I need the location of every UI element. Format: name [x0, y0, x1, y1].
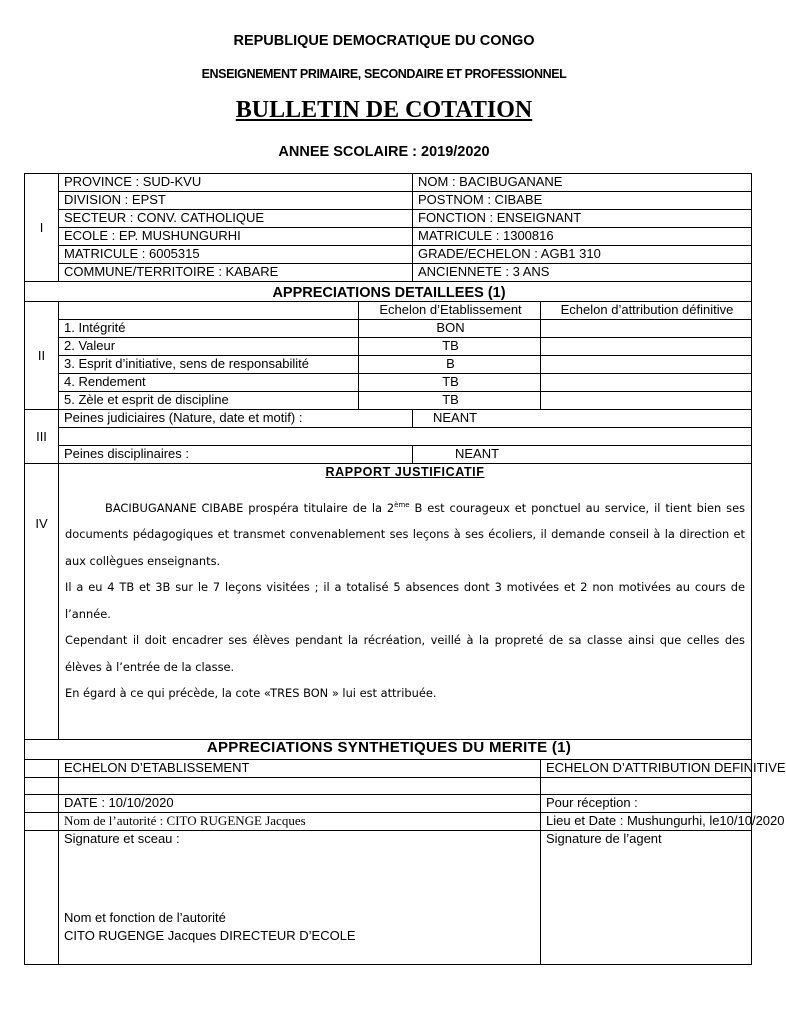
criteria-label: 1. Intégrité [59, 320, 359, 338]
section-number: II [25, 302, 59, 410]
signature-row [25, 831, 752, 965]
appreciation-row [25, 338, 752, 356]
identity-row [25, 174, 752, 192]
signature-agent-label: Signature de l’agent [546, 831, 662, 846]
rapport-paragraph: Cependant il doit encadrer ses élèves pendant la récréation, veillé à la propreté de sa classe ainsi que celles des élèves à l’entrée de la classe. [65, 633, 745, 674]
identity-row [25, 210, 752, 228]
disciplinary-penalties-label: Peines disciplinaires : [59, 446, 413, 464]
definitive-grade [541, 338, 752, 356]
division-field: DIVISION : EPST [59, 192, 413, 210]
anciennete-field: ANCIENNETE : 3 ANS [413, 264, 752, 282]
rapport-justificatif [59, 464, 752, 740]
secteur-field: SECTEUR : CONV. CATHOLIQUE [59, 210, 413, 228]
synthesis-def-value [541, 778, 752, 795]
section-number: I [25, 174, 59, 282]
province-field: PROVINCE : SUD-KVU [59, 174, 413, 192]
authority-function-label: Nom et fonction de l’autorité [64, 910, 226, 925]
etab-column-header: Echelon d’Etablissement [359, 302, 541, 320]
criteria-label: 3. Esprit d’initiative, sens de responsabilité [59, 356, 359, 374]
empty-cell [25, 778, 59, 795]
rapport-title: RAPPORT JUSTIFICATIF [325, 465, 485, 479]
grade-field: GRADE/ECHELON : AGB1 310 [413, 246, 752, 264]
judicial-penalties-label: Peines judiciaires (Nature, date et motif) : [59, 410, 413, 428]
appreciation-row [25, 320, 752, 338]
criteria-label: 5. Zèle et esprit de discipline [59, 392, 359, 410]
rapport-paragraph [65, 492, 745, 574]
appreciation-row [25, 356, 752, 374]
identity-row [25, 228, 752, 246]
authority-block [64, 909, 356, 945]
section-number: III [25, 410, 59, 464]
etab-grade: TB [359, 338, 541, 356]
ecole-field: ECOLE : EP. MUSHUNGURHI [59, 228, 413, 246]
empty-cell [25, 795, 59, 813]
rapport-text-span: B est courageux et ponctuel au service, il tient bien ses documents pédagogiques et transmet convenablement ses leçons à ses écoliers, il demande conseil à la direction et aux collègues enseignants. [65, 500, 746, 568]
date-field: DATE : 10/10/2020 [59, 795, 541, 813]
identity-row [25, 192, 752, 210]
synthesis-title-row [25, 740, 752, 760]
synthesis-def-header: ECHELON D’ATTRIBUTION DEFINITIVE [541, 760, 752, 778]
synthesis-etab-value [59, 778, 541, 795]
definitive-grade [541, 356, 752, 374]
empty-cell [25, 813, 59, 831]
superscript: ème [394, 501, 410, 509]
etab-grade: TB [359, 374, 541, 392]
document-title: BULLETIN DE COTATION [235, 97, 533, 123]
criteria-label: 2. Valeur [59, 338, 359, 356]
identity-row [25, 246, 752, 264]
definitive-grade [541, 374, 752, 392]
rapport-paragraph: Il a eu 4 TB et 3B sur le 7 leçons visitées ; il a totalisé 5 absences dont 3 motivées et 2 non motivées au cours de l’année. [65, 580, 745, 621]
commune-field: COMMUNE/TERRITOIRE : KABARE [59, 264, 413, 282]
penalty-spacer-row [25, 428, 752, 446]
penalty-row [25, 410, 752, 428]
lieu-date-field: Lieu et Date : Mushungurhi, le10/10/2020 [541, 813, 752, 831]
authority-name-field: Nom de l’autorité : CITO RUGENGE Jacques [59, 813, 541, 831]
identity-row [25, 264, 752, 282]
signature-sceau-cell [59, 831, 541, 965]
judicial-penalties-value: NEANT [413, 410, 752, 428]
appreciation-row [25, 392, 752, 410]
fonction-field: FONCTION : ENSEIGNANT [413, 210, 752, 228]
signature-sceau-label: Signature et sceau : [64, 831, 180, 846]
detailed-appreciations-title: APPRECIATIONS DETAILLEES (1) [25, 282, 752, 302]
country-heading: REPUBLIQUE DEMOCRATIQUE DU CONGO [233, 33, 535, 49]
rapport-text-span: BACIBUGANANE CIBABE prospéra titulaire de la 2 [105, 500, 395, 515]
rapport-body [65, 492, 745, 707]
rapport-row [25, 464, 752, 740]
synthesis-title: APPRECIATIONS SYNTHETIQUES DU MERITE (1) [25, 740, 752, 760]
detailed-title-row [25, 282, 752, 302]
appreciation-row [25, 374, 752, 392]
criteria-label: 4. Rendement [59, 374, 359, 392]
authority-row [25, 813, 752, 831]
empty-cell [59, 428, 752, 446]
definitive-grade [541, 392, 752, 410]
definitive-grade [541, 320, 752, 338]
pour-reception-field: Pour réception : [541, 795, 752, 813]
synthesis-value-row [25, 778, 752, 795]
criteria-header [59, 302, 359, 320]
ministry-heading: ENSEIGNEMENT PRIMAIRE, SECONDAIRE ET PROFESSIONNEL [201, 67, 567, 81]
etab-grade: BON [359, 320, 541, 338]
matricule-ecole-field: MATRICULE : 6005315 [59, 246, 413, 264]
disciplinary-penalties-value: NEANT [413, 446, 752, 464]
signature-agent-cell [541, 831, 752, 965]
date-row [25, 795, 752, 813]
empty-cell [25, 831, 59, 965]
nom-field: NOM : BACIBUGANANE [413, 174, 752, 192]
etab-grade: B [359, 356, 541, 374]
etab-grade: TB [359, 392, 541, 410]
penalty-row [25, 446, 752, 464]
matricule-agent-field: MATRICULE : 1300816 [413, 228, 752, 246]
appreciation-header-row [25, 302, 752, 320]
synthesis-header-row [25, 760, 752, 778]
authority-function-value: CITO RUGENGE Jacques DIRECTEUR D’ECOLE [64, 928, 356, 943]
empty-cell [25, 760, 59, 778]
section-number: IV [25, 464, 59, 740]
cotation-form [24, 173, 786, 965]
definitive-column-header: Echelon d’attribution définitive [541, 302, 752, 320]
school-year: ANNEE SCOLAIRE : 2019/2020 [278, 144, 490, 160]
postnom-field: POSTNOM : CIBABE [413, 192, 752, 210]
rapport-paragraph: En égard à ce qui précède, la cote «TRES BON » lui est attribuée. [65, 686, 437, 701]
synthesis-etab-header: ECHELON D’ETABLISSEMENT [59, 760, 541, 778]
